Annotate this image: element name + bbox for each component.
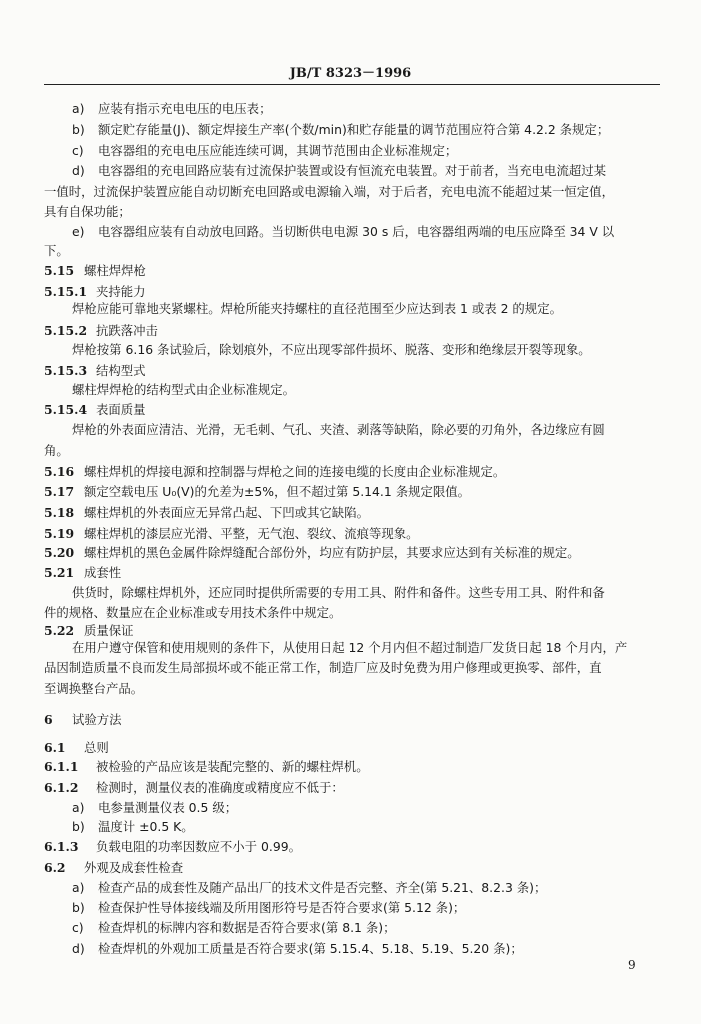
page-number: 9 <box>628 958 636 972</box>
section-line <box>44 283 660 301</box>
section-line <box>44 401 660 419</box>
list-item <box>44 100 660 118</box>
item-label: b) <box>72 900 85 915</box>
section-text: 试验方法 <box>72 712 122 727</box>
section-text: 成套性 <box>84 565 122 580</box>
section-number: 6.1.2 <box>44 780 79 795</box>
section-line <box>44 564 660 582</box>
item-text: 电容器组的充电回路应装有过流保护装置或设有恒流充电装置。对于前者，当充电电流超过某 <box>98 163 607 178</box>
section-line <box>44 544 660 562</box>
paragraph-line: 焊枪的外表面应清洁、光滑，无毛刺、气孔、夹渣、剥落等缺陷，除必要的刃角外，各边缘应有圆 <box>72 422 605 437</box>
item-text: 检查保护性导体接线端及所用图形符号是否符合要求(第 5.12 条)； <box>98 900 466 915</box>
continuation-line: 件的规格、数量应在企业标准或专用技术条件中规定。 <box>44 605 342 620</box>
paragraph-line: 焊枪按第 6.16 条试验后，除划痕外，不应出现零部件损坏、脱落、变形和绝缘层开裂等现象。 <box>72 342 591 357</box>
section-text: 检测时，测量仪表的准确度或精度应不低于： <box>96 780 344 795</box>
section-text: 总则 <box>84 740 109 755</box>
list-item <box>44 919 660 937</box>
section-number: 5.15.3 <box>44 363 88 378</box>
item-text: 检查焊机的标牌内容和数据是否符合要求(第 8.1 条)； <box>98 920 396 935</box>
list-item <box>44 879 660 897</box>
list-item <box>44 142 660 160</box>
section-text: 抗跌落冲击 <box>96 323 158 338</box>
list-item <box>44 121 660 139</box>
list-item <box>44 162 660 180</box>
section-line <box>44 779 660 797</box>
paragraph-line: 焊枪应能可靠地夹紧螺柱。焊枪所能夹持螺柱的直径范围至少应达到表 1 或表 2 的规定。 <box>72 301 562 316</box>
standard-header: JB/T 8323－1996 <box>289 66 412 81</box>
section-line <box>44 622 660 640</box>
item-text: 额定贮存能量(J)、额定焊接生产率(个数/min)和贮存能量的调节范围应符合第 4.2.2 条规定； <box>98 122 610 137</box>
continuation-line: 具有自保功能； <box>44 204 131 219</box>
section-number: 6 <box>44 712 53 727</box>
section-number: 5.20 <box>44 545 75 560</box>
continuation-line: 角。 <box>44 443 69 458</box>
item-label: d) <box>72 163 85 178</box>
section-line <box>44 504 660 522</box>
section-text: 负载电阻的功率因数应不小于 0.99。 <box>96 839 301 854</box>
section-line <box>44 262 660 280</box>
section-text: 螺柱焊机的黑色金属件除焊缝配合部份外，均应有防护层，其要求应达到有关标准的规定。 <box>84 545 580 560</box>
item-text: 温度计 ±0.5 K。 <box>98 819 194 834</box>
section-text: 表面质量 <box>96 402 146 417</box>
continuation-line: 下。 <box>44 243 69 258</box>
section-text: 螺柱焊焊枪 <box>84 263 146 278</box>
section-text: 夹持能力 <box>96 284 146 299</box>
item-text: 电参量测量仪表 0.5 级； <box>98 800 238 815</box>
section-text: 被检验的产品应该是装配完整的、新的螺柱焊机。 <box>96 759 369 774</box>
section-number: 5.15 <box>44 263 75 278</box>
list-item <box>44 799 660 817</box>
item-text: 应装有指示充电电压的电压表； <box>98 101 272 116</box>
paragraph-line: 供货时，除螺柱焊机外，还应同时提供所需要的专用工具、附件和备件。这些专用工具、附件和备 <box>72 585 605 600</box>
continuation-line: 品因制造质量不良而发生局部损坏或不能正常工作，制造厂应及时免费为用户修理或更换零、部件，直 <box>44 660 602 675</box>
section-number: 6.2 <box>44 860 66 875</box>
section-line <box>44 758 660 776</box>
section-line <box>44 525 660 543</box>
item-label: b) <box>72 819 85 834</box>
paragraph-line: 在用户遵守保管和使用规则的条件下，从使用日起 12 个月内但不超过制造厂发货日起 18 个月内，产 <box>72 640 628 655</box>
section-number: 5.21 <box>44 565 75 580</box>
section-line <box>44 838 660 856</box>
item-label: a) <box>72 101 85 116</box>
list-item <box>44 940 660 958</box>
item-label: a) <box>72 800 85 815</box>
item-label: d) <box>72 941 85 956</box>
section-number: 6.1.3 <box>44 839 79 854</box>
continuation-line: 至调换整台产品。 <box>44 681 144 696</box>
section-text: 结构型式 <box>96 363 146 378</box>
list-item <box>44 818 660 836</box>
section-line <box>44 322 660 340</box>
item-text: 检查焊机的外观加工质量是否符合要求(第 5.15.4、5.18、5.19、5.20 条)； <box>98 941 523 956</box>
item-text: 检查产品的成套性及随产品出厂的技术文件是否完整、齐全(第 5.21、8.2.3 条)； <box>98 880 547 895</box>
item-text: 电容器组应装有自动放电回路。当切断供电电源 30 s 后，电容器组两端的电压应降至 34 V 以 <box>98 224 615 239</box>
section-text: 外观及成套性检查 <box>84 860 184 875</box>
section-number: 5.15.1 <box>44 284 88 299</box>
item-label: a) <box>72 880 85 895</box>
section-line <box>44 739 660 757</box>
section-line <box>44 483 660 501</box>
section-line <box>44 859 660 877</box>
section-number: 5.15.4 <box>44 402 88 417</box>
section-text: 螺柱焊机的漆层应光滑、平整，无气泡、裂纹、流痕等现象。 <box>84 526 419 541</box>
header-rule <box>44 84 660 85</box>
section-text: 螺柱焊机的焊接电源和控制器与焊枪之间的连接电缆的长度由企业标准规定。 <box>84 464 506 479</box>
section-text: 额定空载电压 U₀(V)的允差为±5%，但不超过第 5.14.1 条规定限值。 <box>84 484 471 499</box>
section-number: 5.17 <box>44 484 75 499</box>
section-number: 6.1 <box>44 740 66 755</box>
section-text: 质量保证 <box>84 623 134 638</box>
item-label: c) <box>72 143 84 158</box>
list-item <box>44 223 660 241</box>
section-number: 5.16 <box>44 464 75 479</box>
section-number: 6.1.1 <box>44 759 79 774</box>
item-label: c) <box>72 920 84 935</box>
section-number: 5.22 <box>44 623 75 638</box>
paragraph-line: 螺柱焊焊枪的结构型式由企业标准规定。 <box>72 382 296 397</box>
section-text: 螺柱焊机的外表面应无异常凸起、下凹或其它缺陷。 <box>84 505 369 520</box>
section-line <box>44 463 660 481</box>
section-line <box>44 362 660 380</box>
item-text: 电容器组的充电电压应能连续可调，其调节范围由企业标准规定； <box>98 143 458 158</box>
chapter-heading <box>44 711 660 729</box>
section-number: 5.19 <box>44 526 75 541</box>
list-item <box>44 899 660 917</box>
item-label: e) <box>72 224 85 239</box>
continuation-line: 一值时，过流保护装置应能自动切断充电回路或电源输入端，对于后者，充电电流不能超过某一恒定值， <box>44 184 614 199</box>
section-number: 5.18 <box>44 505 75 520</box>
item-label: b) <box>72 122 85 137</box>
section-number: 5.15.2 <box>44 323 88 338</box>
